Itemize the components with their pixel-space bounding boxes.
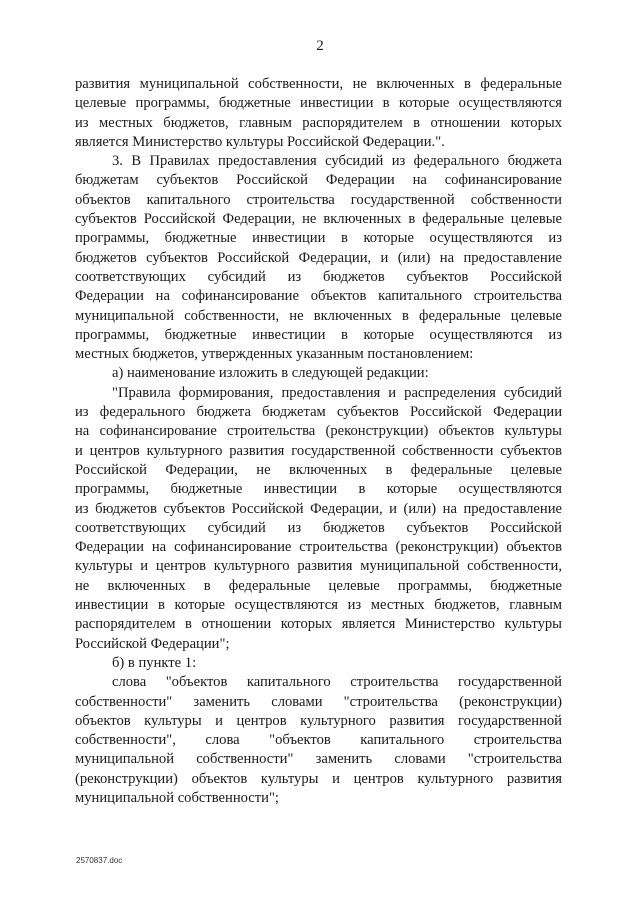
text-line: 3. В Правилах предоставления субсидий из федерального бюджета <box>112 153 562 170</box>
text-line: Российской Федерации, не включенных в федеральные целевые <box>75 461 562 478</box>
text-line: бюджетов субъектов Российской Федерации, и (или) на предоставление <box>75 249 562 266</box>
text-line: не включенных в федеральные целевые программы, бюджетные <box>75 577 562 594</box>
text-line: объектов культуры и центров культурного развития государственной <box>75 712 562 729</box>
text-line: муниципальной собственности"; <box>75 789 279 806</box>
text-line: и центров культурного развития государственной собственности субъектов <box>75 442 562 459</box>
text-line: собственности" заменить словами "строительства (реконструкции) <box>75 693 562 710</box>
text-line: слова "объектов капитального строительства государственной <box>112 674 562 691</box>
text-line: Российской Федерации"; <box>75 635 230 652</box>
text-line: соответствующих субсидий из бюджетов субъектов Российской <box>75 268 562 285</box>
text-line: развития муниципальной собственности, не включенных в федеральные <box>75 76 562 92</box>
text-line: (реконструкции) объектов культуры и центров культурного развития <box>75 770 562 787</box>
text-line: является Министерство культуры Российской Федерации.". <box>75 133 445 150</box>
text-line: Федерации на софинансирование объектов капитального строительства <box>75 288 562 305</box>
document-body <box>75 75 562 808</box>
text-line: из бюджетов субъектов Российской Федерации, и (или) на предоставление <box>75 500 562 517</box>
text-line: муниципальной собственности" заменить словами "строительства <box>75 751 562 768</box>
text-line: из федерального бюджета бюджетам субъектов Российской Федерации <box>75 404 562 421</box>
page-number: 2 <box>316 38 324 54</box>
text-line: объектов капитального строительства государственной собственности <box>75 191 562 208</box>
text-line: из местных бюджетов, главным распорядителем в отношении которых <box>75 114 562 131</box>
text-line: "Правила формирования, предоставления и распределения субсидий <box>112 384 562 401</box>
text-line: на софинансирование строительства (реконструкции) объектов культуры <box>75 423 562 440</box>
text-line: программы, бюджетные инвестиции в которые осуществляются <box>75 481 562 498</box>
text-line: муниципальной собственности, не включенных в федеральные целевые <box>75 307 562 324</box>
text-line: б) в пункте 1: <box>112 654 197 671</box>
text-line: субъектов Российской Федерации, не включенных в федеральные целевые <box>75 211 562 228</box>
text-line: собственности", слова "объектов капитального строительства <box>75 732 562 749</box>
text-line: программы, бюджетные инвестиции в которые осуществляются из <box>75 326 562 343</box>
text-line: Федерации на софинансирование строительства (реконструкции) объектов <box>75 539 562 556</box>
text-line: а) наименование изложить в следующей редакции: <box>112 365 429 382</box>
text-line: соответствующих субсидий из бюджетов субъектов Российской <box>75 519 562 536</box>
text-line: распорядителем в отношении которых является Министерство культуры <box>75 616 562 633</box>
text-line: культуры и центров культурного развития муниципальной собственности, <box>75 558 562 575</box>
text-line: местных бюджетов, утвержденных указанным постановлением: <box>75 346 474 363</box>
text-line: бюджетам субъектов Российской Федерации на софинансирование <box>75 172 562 189</box>
text-line: инвестиции в которые осуществляются из местных бюджетов, главным <box>75 597 562 614</box>
file-name-footer: 2570837.doc <box>76 856 123 865</box>
text-line: программы, бюджетные инвестиции в которые осуществляются из <box>75 230 562 247</box>
text-line: целевые программы, бюджетные инвестиции в которые осуществляются <box>75 95 562 112</box>
